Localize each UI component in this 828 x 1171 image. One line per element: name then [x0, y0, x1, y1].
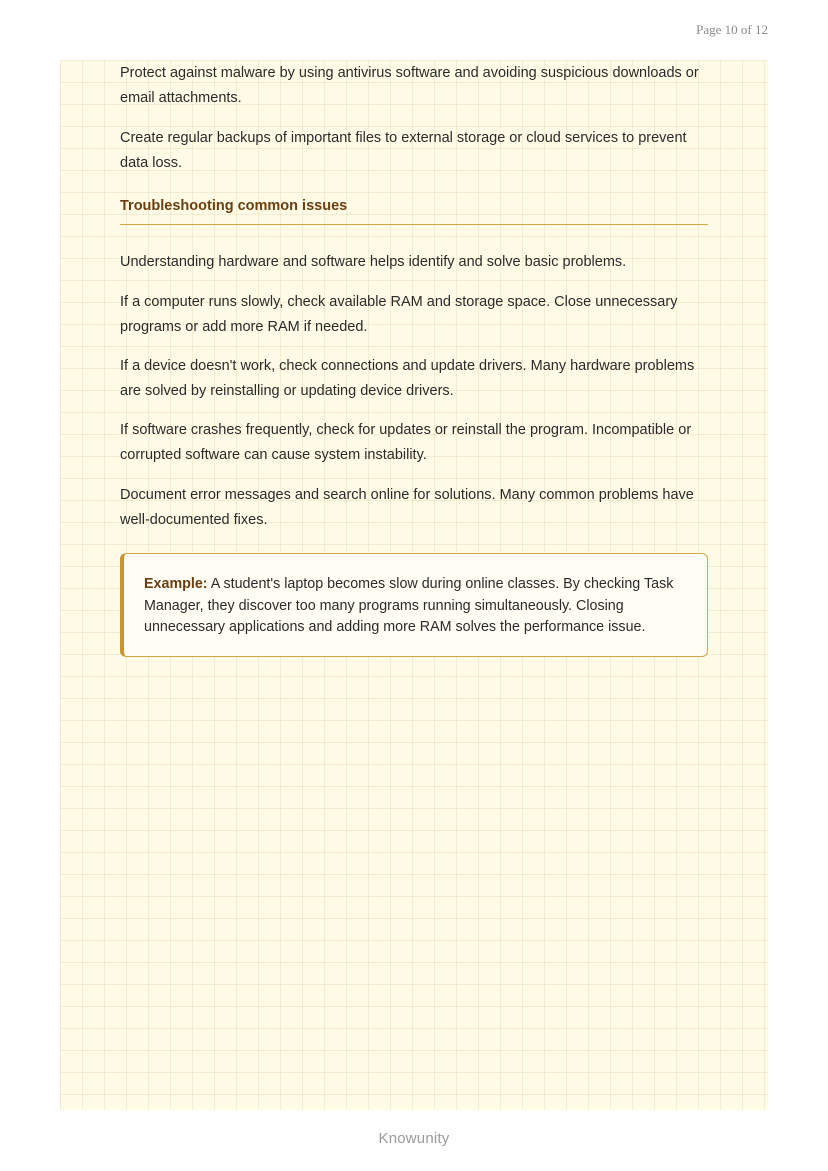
paragraph-software-crashes: If software crashes frequently, check for updates or reinstall the program. Incompatible or corrupted software can cause system instability. — [120, 422, 692, 463]
paragraph-intro: Understanding hardware and software helps identify and solve basic problems. — [120, 254, 627, 270]
paragraph-backups: Create regular backups of important files to external storage or cloud services to prevent data loss. — [120, 130, 687, 171]
example-callout — [120, 553, 708, 657]
section-heading: Troubleshooting common issues — [120, 196, 708, 225]
example-label: Example: — [144, 576, 208, 592]
grid-paper-sheet — [60, 60, 768, 1110]
page-number: Page 10 of 12 — [696, 22, 768, 37]
paragraph-malware: Protect against malware by using antivirus software and avoiding suspicious downloads or email attachments. — [120, 65, 699, 106]
paragraph-slow-computer: If a computer runs slowly, check available RAM and storage space. Close unnecessary programs or add more RAM if needed. — [120, 294, 678, 335]
paragraph-device: If a device doesn't work, check connections and update drivers. Many hardware problems are solved by reinstalling or updating device drivers. — [120, 358, 695, 399]
footer-brand: Knowunity — [378, 1130, 450, 1147]
example-text — [144, 574, 687, 639]
paragraph-error-messages: Document error messages and search online for solutions. Many common problems have well-documented fixes. — [120, 487, 694, 528]
example-body: A student's laptop becomes slow during online classes. By checking Task Manager, they discover too many programs running simultaneously. Closing unnecessary applications and adding more RAM solves the performance issue. — [144, 576, 674, 635]
